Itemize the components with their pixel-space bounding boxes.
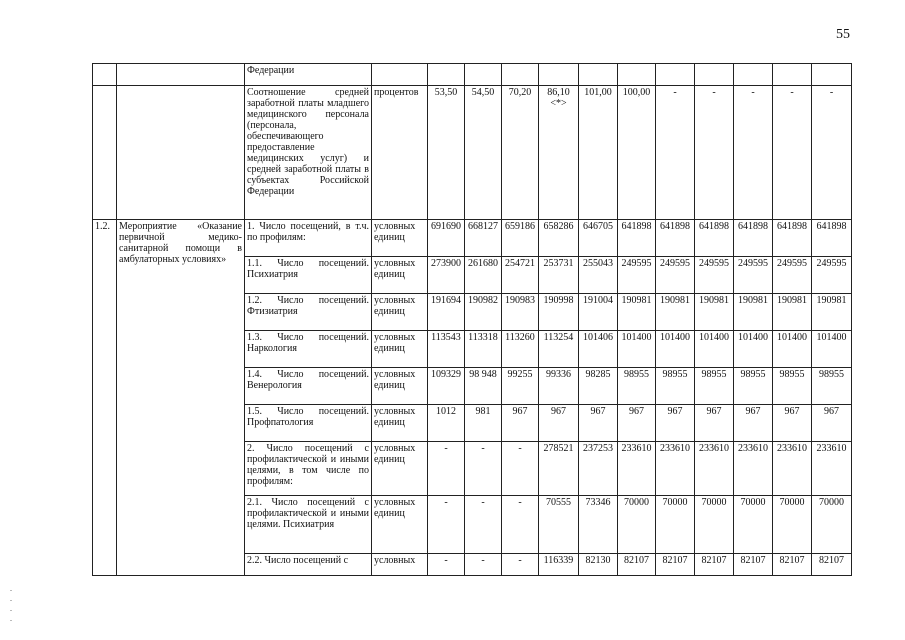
- units-cell: условных единиц: [372, 442, 428, 496]
- value-cell: -: [465, 496, 502, 554]
- units-cell: условных единиц: [372, 405, 428, 442]
- value-cell: 109329: [428, 368, 465, 405]
- event-cell: Мероприятие «Оказание первичной медико-санитарной помощи в амбулаторных условиях»: [117, 220, 245, 576]
- units-cell: условных единиц: [372, 331, 428, 368]
- value-cell: -: [465, 554, 502, 576]
- value-cell: 113318: [465, 331, 502, 368]
- value-cell: 668127: [465, 220, 502, 257]
- value-cell: 99255: [502, 368, 539, 405]
- value-cell: 101400: [618, 331, 656, 368]
- value-cell: 82107: [656, 554, 695, 576]
- value-cell: [734, 64, 773, 86]
- units-cell: условных единиц: [372, 220, 428, 257]
- value-cell: 967: [812, 405, 852, 442]
- value-cell: [695, 64, 734, 86]
- value-cell: 981: [465, 405, 502, 442]
- indicator-cell: 1.2. Число посещений. Фтизиатрия: [245, 294, 372, 331]
- value-cell: -: [428, 442, 465, 496]
- row-code-cell: [93, 86, 117, 220]
- event-cell: [117, 64, 245, 86]
- value-cell: 70000: [618, 496, 656, 554]
- units-cell: условных единиц: [372, 368, 428, 405]
- value-cell: 82107: [695, 554, 734, 576]
- value-cell: 967: [618, 405, 656, 442]
- value-cell: 278521: [539, 442, 579, 496]
- value-cell: 54,50: [465, 86, 502, 220]
- value-cell: 86,10 <*>: [539, 86, 579, 220]
- value-cell: [502, 64, 539, 86]
- value-cell: 82107: [618, 554, 656, 576]
- value-cell: -: [656, 86, 695, 220]
- scan-mark: [10, 610, 12, 611]
- units-cell: [372, 64, 428, 86]
- value-cell: 646705: [579, 220, 618, 257]
- page-number: 55: [836, 27, 850, 42]
- value-cell: [539, 64, 579, 86]
- value-cell: 237253: [579, 442, 618, 496]
- value-cell: 641898: [773, 220, 812, 257]
- value-cell: 101,00: [579, 86, 618, 220]
- value-cell: 113543: [428, 331, 465, 368]
- value-cell: 101400: [812, 331, 852, 368]
- value-cell: 82130: [579, 554, 618, 576]
- value-cell: -: [502, 496, 539, 554]
- row-code-cell: [93, 64, 117, 86]
- indicator-cell: 1.5. Число посещений. Профпатология: [245, 405, 372, 442]
- value-cell: 190998: [539, 294, 579, 331]
- value-cell: 82107: [773, 554, 812, 576]
- value-cell: [618, 64, 656, 86]
- value-cell: 967: [579, 405, 618, 442]
- value-cell: 113254: [539, 331, 579, 368]
- table-row: [93, 220, 852, 257]
- value-cell: 98285: [579, 368, 618, 405]
- value-cell: 691690: [428, 220, 465, 257]
- value-cell: 233610: [773, 442, 812, 496]
- value-cell: 641898: [618, 220, 656, 257]
- value-cell: 967: [502, 405, 539, 442]
- value-cell: -: [465, 442, 502, 496]
- table-row: [93, 86, 852, 220]
- value-cell: -: [734, 86, 773, 220]
- value-cell: 191004: [579, 294, 618, 331]
- value-cell: 53,50: [428, 86, 465, 220]
- units-cell: условных: [372, 554, 428, 576]
- value-cell: 190981: [734, 294, 773, 331]
- indicator-cell: Федерации: [245, 64, 372, 86]
- value-cell: 101406: [579, 331, 618, 368]
- value-cell: 70000: [734, 496, 773, 554]
- value-cell: 101400: [656, 331, 695, 368]
- value-cell: 967: [734, 405, 773, 442]
- value-cell: 249595: [695, 257, 734, 294]
- value-cell: 254721: [502, 257, 539, 294]
- indicator-cell: 2.1. Число посещений с профилактической и иными целями. Психиатрия: [245, 496, 372, 554]
- value-cell: [812, 64, 852, 86]
- value-cell: 249595: [773, 257, 812, 294]
- value-cell: 98955: [812, 368, 852, 405]
- value-cell: 249595: [734, 257, 773, 294]
- value-cell: 100,00: [618, 86, 656, 220]
- indicator-cell: 2.2. Число посещений с: [245, 554, 372, 576]
- indicator-cell: 2. Число посещений с профилактической и иными целями, в том числе по профилям:: [245, 442, 372, 496]
- value-cell: 70000: [695, 496, 734, 554]
- scan-mark: [10, 620, 12, 621]
- indicator-cell: 1.1. Число посещений. Психиатрия: [245, 257, 372, 294]
- value-cell: [465, 64, 502, 86]
- program-indicators-table: [92, 63, 852, 576]
- value-cell: 82107: [734, 554, 773, 576]
- value-cell: 967: [656, 405, 695, 442]
- value-cell: 70555: [539, 496, 579, 554]
- value-cell: 190981: [656, 294, 695, 331]
- value-cell: 116339: [539, 554, 579, 576]
- value-cell: 967: [773, 405, 812, 442]
- value-cell: 191694: [428, 294, 465, 331]
- units-cell: условных единиц: [372, 294, 428, 331]
- value-cell: 249595: [812, 257, 852, 294]
- value-cell: 101400: [734, 331, 773, 368]
- value-cell: 99336: [539, 368, 579, 405]
- value-cell: [656, 64, 695, 86]
- value-cell: 98955: [734, 368, 773, 405]
- table-body: [93, 64, 852, 576]
- value-cell: 82107: [812, 554, 852, 576]
- value-cell: 190982: [465, 294, 502, 331]
- value-cell: 249595: [656, 257, 695, 294]
- row-code-cell: 1.2.: [93, 220, 117, 576]
- value-cell: -: [502, 554, 539, 576]
- value-cell: 113260: [502, 331, 539, 368]
- value-cell: 233610: [618, 442, 656, 496]
- value-cell: 641898: [812, 220, 852, 257]
- value-cell: 255043: [579, 257, 618, 294]
- value-cell: 233610: [656, 442, 695, 496]
- units-cell: процентов: [372, 86, 428, 220]
- value-cell: 73346: [579, 496, 618, 554]
- value-cell: 190983: [502, 294, 539, 331]
- value-cell: -: [773, 86, 812, 220]
- value-cell: 641898: [734, 220, 773, 257]
- scan-mark: [10, 590, 12, 591]
- value-cell: 70000: [812, 496, 852, 554]
- value-cell: 190981: [773, 294, 812, 331]
- value-cell: 70000: [656, 496, 695, 554]
- value-cell: 641898: [695, 220, 734, 257]
- event-cell: [117, 86, 245, 220]
- value-cell: [773, 64, 812, 86]
- indicator-cell: 1.4. Число посещений. Венерология: [245, 368, 372, 405]
- scan-mark: [10, 600, 12, 601]
- value-cell: -: [502, 442, 539, 496]
- value-cell: 101400: [773, 331, 812, 368]
- value-cell: 967: [695, 405, 734, 442]
- value-cell: 98955: [618, 368, 656, 405]
- value-cell: 70,20: [502, 86, 539, 220]
- value-cell: 261680: [465, 257, 502, 294]
- value-cell: [579, 64, 618, 86]
- value-cell: 190981: [618, 294, 656, 331]
- value-cell: 233610: [812, 442, 852, 496]
- value-cell: [428, 64, 465, 86]
- value-cell: 98955: [773, 368, 812, 405]
- value-cell: 659186: [502, 220, 539, 257]
- value-cell: 253731: [539, 257, 579, 294]
- value-cell: 190981: [812, 294, 852, 331]
- value-cell: 233610: [695, 442, 734, 496]
- value-cell: 98955: [695, 368, 734, 405]
- value-cell: -: [428, 496, 465, 554]
- value-cell: 273900: [428, 257, 465, 294]
- value-cell: 190981: [695, 294, 734, 331]
- value-cell: 70000: [773, 496, 812, 554]
- value-cell: 98 948: [465, 368, 502, 405]
- value-cell: -: [812, 86, 852, 220]
- value-cell: 1012: [428, 405, 465, 442]
- value-cell: 101400: [695, 331, 734, 368]
- indicator-cell: 1.3. Число посещений. Наркология: [245, 331, 372, 368]
- indicator-cell: Соотношение средней заработной платы младшего медицинского персонала (персонала, обеспечивающего предоставление медицинских услуг) и средней заработной платы в субъектах Российской Федерации: [245, 86, 372, 220]
- value-cell: -: [428, 554, 465, 576]
- value-cell: 233610: [734, 442, 773, 496]
- value-cell: 967: [539, 405, 579, 442]
- indicator-cell: 1. Число посещений, в т.ч. по профилям:: [245, 220, 372, 257]
- value-cell: 658286: [539, 220, 579, 257]
- units-cell: условных единиц: [372, 257, 428, 294]
- table-row: [93, 64, 852, 86]
- value-cell: 249595: [618, 257, 656, 294]
- value-cell: 641898: [656, 220, 695, 257]
- value-cell: 98955: [656, 368, 695, 405]
- units-cell: условных единиц: [372, 496, 428, 554]
- value-cell: -: [695, 86, 734, 220]
